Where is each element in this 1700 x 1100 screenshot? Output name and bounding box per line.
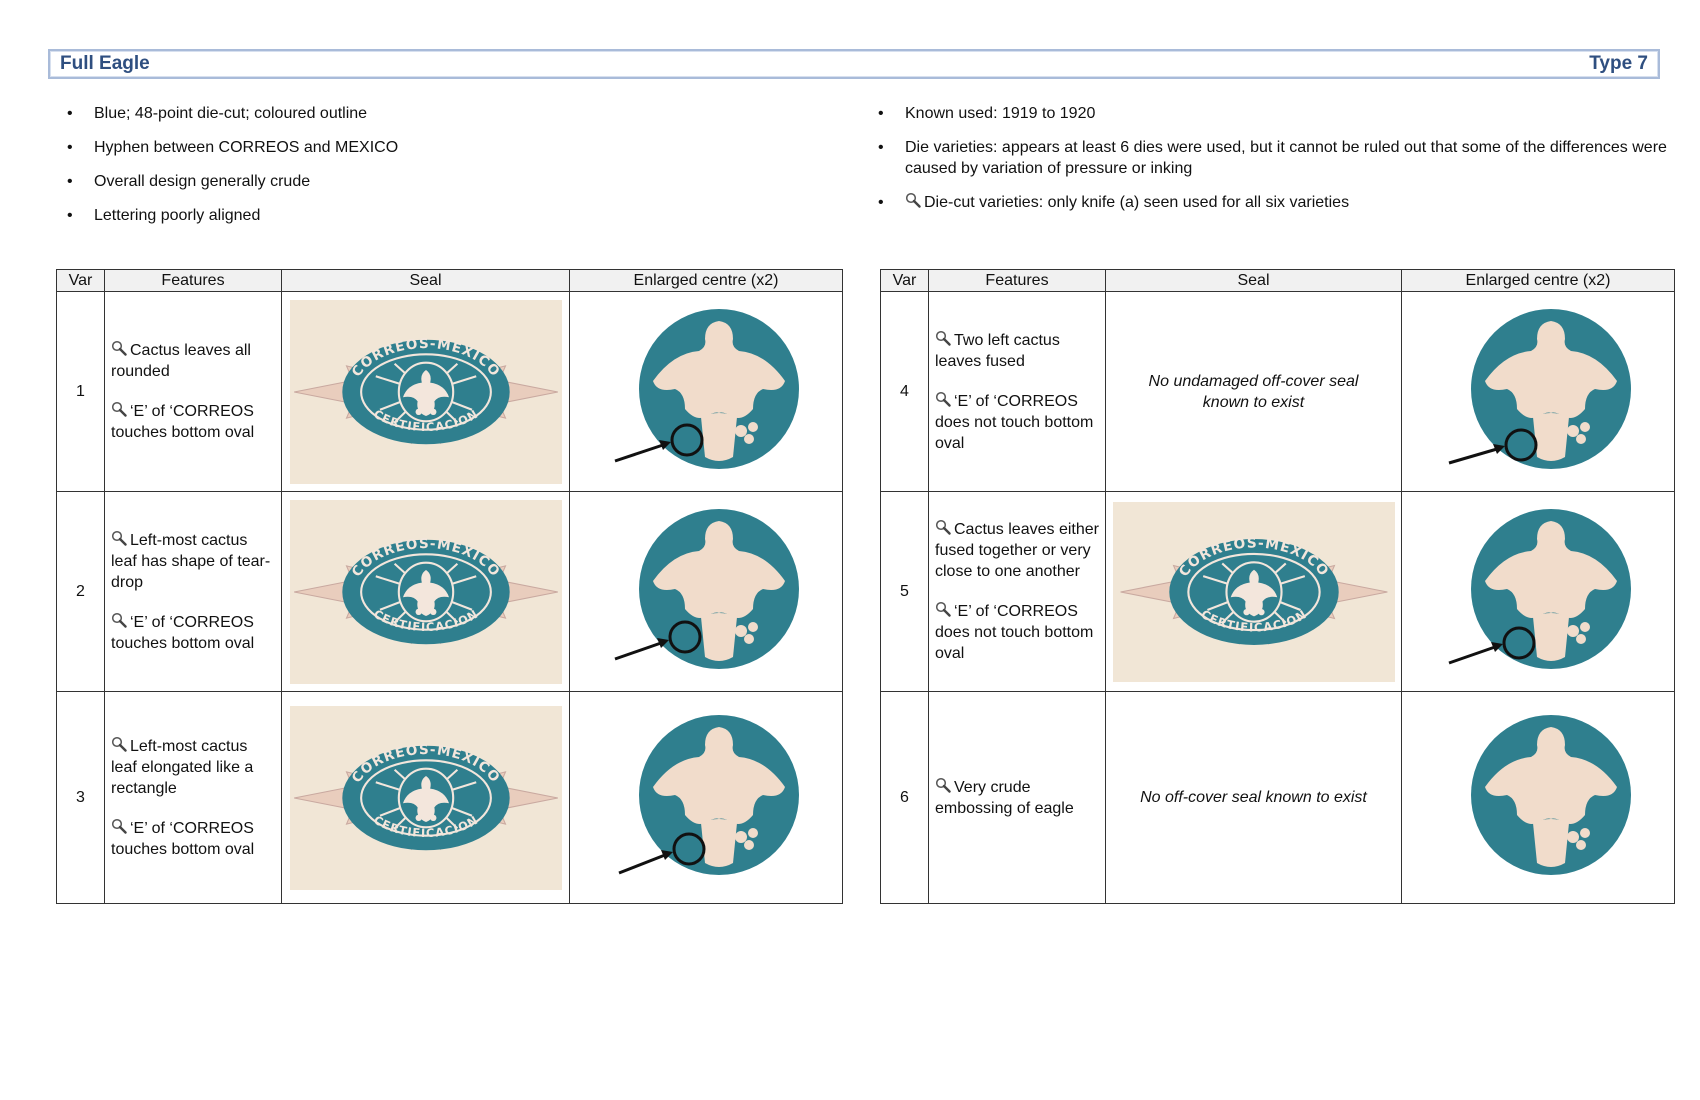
magnifier-icon[interactable] xyxy=(111,736,127,752)
seal-cell xyxy=(282,692,570,904)
seal-image xyxy=(290,500,562,684)
col-enlarged: Enlarged centre (x2) xyxy=(1402,270,1675,292)
seal-cell xyxy=(282,492,570,692)
table-row xyxy=(881,492,1675,692)
type-label: Type 7 xyxy=(1589,53,1648,74)
magnifier-icon[interactable] xyxy=(935,391,951,407)
col-seal: Seal xyxy=(1106,270,1402,292)
enlarged-cell xyxy=(1402,292,1675,492)
seal-cell xyxy=(1106,492,1402,692)
arrow-icon xyxy=(615,643,661,659)
bullet-item: • Overall design generally crude xyxy=(67,171,767,192)
seal-image xyxy=(290,706,562,890)
arrow-icon xyxy=(615,445,663,461)
arrow-icon xyxy=(1449,647,1495,663)
col-var: Var xyxy=(57,270,105,292)
magnifier-icon[interactable] xyxy=(111,530,127,546)
var-number: 6 xyxy=(881,692,929,904)
magnifier-icon[interactable] xyxy=(111,612,127,628)
features-cell: Very crude embossing of eagle xyxy=(929,692,1106,904)
bullet-item: • Hyphen between CORREOS and MEXICO xyxy=(67,137,767,158)
var-number: 3 xyxy=(57,692,105,904)
table-row xyxy=(57,292,843,492)
features-cell: Left-most cactus leaf has shape of tear-drop ‘E’ of ‘CORREOS touches bottom oval xyxy=(105,492,282,692)
enlarged-cell xyxy=(1402,492,1675,692)
features-cell: Cactus leaves all rounded ‘E’ of ‘CORREOS touches bottom oval xyxy=(105,292,282,492)
bullet-item: • Known used: 1919 to 1920 xyxy=(878,103,1668,124)
arrow-icon xyxy=(619,855,665,873)
enlarged-centre-image xyxy=(1423,297,1653,487)
seal-cell xyxy=(282,292,570,492)
varieties-table-right xyxy=(880,269,1675,904)
enlarged-centre-image xyxy=(591,497,821,687)
var-number: 5 xyxy=(881,492,929,692)
col-var: Var xyxy=(881,270,929,292)
enlarged-cell xyxy=(570,292,843,492)
seal-note: No undamaged off-cover seal known to exist xyxy=(1106,292,1402,492)
section-header xyxy=(48,49,1660,79)
bullet-item: • Lettering poorly aligned xyxy=(67,205,767,226)
col-features: Features xyxy=(105,270,282,292)
seal-note: No off-cover seal known to exist xyxy=(1106,692,1402,904)
enlarged-centre-image xyxy=(591,297,821,487)
varieties-table-left xyxy=(56,269,843,904)
magnifier-icon[interactable] xyxy=(935,519,951,535)
table-row xyxy=(57,692,843,904)
col-enlarged: Enlarged centre (x2) xyxy=(570,270,843,292)
magnifier-icon[interactable] xyxy=(935,330,951,346)
features-cell: Two left cactus leaves fused ‘E’ of ‘CORREOS does not touch bottom oval xyxy=(929,292,1106,492)
enlarged-cell xyxy=(570,692,843,904)
seal-image xyxy=(290,300,562,484)
table-row xyxy=(881,292,1675,492)
seal-image xyxy=(1113,502,1395,682)
arrow-icon xyxy=(1449,449,1497,463)
var-number: 1 xyxy=(57,292,105,492)
magnifier-icon[interactable] xyxy=(935,777,951,793)
var-number: 2 xyxy=(57,492,105,692)
magnifier-icon[interactable] xyxy=(111,340,127,356)
table-row xyxy=(881,692,1675,904)
bullet-item: • Blue; 48-point die-cut; coloured outline xyxy=(67,103,767,124)
magnifier-icon[interactable] xyxy=(935,601,951,617)
section-title: Full Eagle xyxy=(60,53,150,74)
col-features: Features xyxy=(929,270,1106,292)
enlarged-centre-image xyxy=(1423,497,1653,687)
magnifier-icon[interactable] xyxy=(905,192,921,208)
col-seal: Seal xyxy=(282,270,570,292)
magnifier-icon[interactable] xyxy=(111,401,127,417)
var-number: 4 xyxy=(881,292,929,492)
table-row xyxy=(57,492,843,692)
enlarged-cell xyxy=(570,492,843,692)
features-cell: Left-most cactus leaf elongated like a rectangle ‘E’ of ‘CORREOS touches bottom oval xyxy=(105,692,282,904)
enlarged-centre-image xyxy=(1423,703,1653,893)
enlarged-cell xyxy=(1402,692,1675,904)
features-cell: Cactus leaves either fused together or very close to one another ‘E’ of ‘CORREOS does not touch bottom oval xyxy=(929,492,1106,692)
magnifier-icon[interactable] xyxy=(111,818,127,834)
bullet-item: • Die-cut varieties: only knife (a) seen used for all six varieties xyxy=(878,192,1668,213)
characteristics-list xyxy=(67,103,767,239)
enlarged-centre-image xyxy=(591,703,821,893)
bullet-item: • Die varieties: appears at least 6 dies were used, but it cannot be ruled out that some of the differences were caused by variation of pressure or inking xyxy=(878,137,1668,179)
usage-list xyxy=(878,103,1668,226)
